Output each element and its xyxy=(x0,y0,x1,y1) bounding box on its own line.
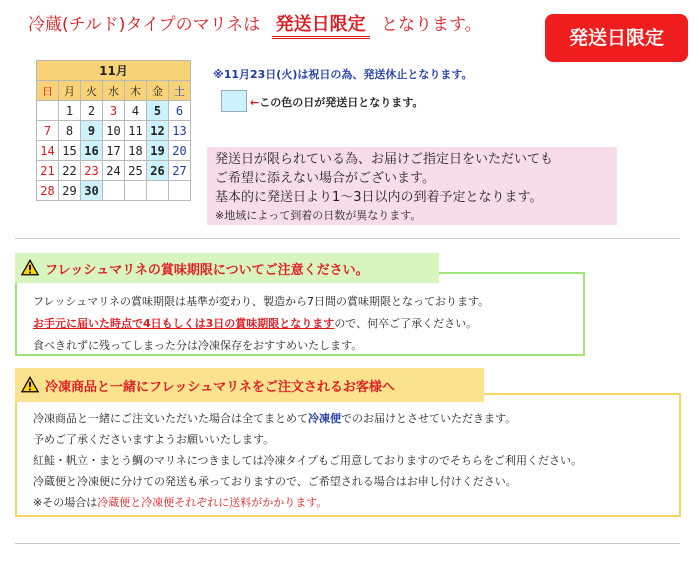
warning-icon xyxy=(21,376,39,393)
calendar-shipping-day: 12 xyxy=(147,121,169,141)
header-line xyxy=(28,10,482,39)
calendar-day: 29 xyxy=(59,181,81,201)
delivery-notice-box xyxy=(207,147,617,225)
frozen-order-title: 冷凍商品と一緒にフレッシュマリネをご注文されるお客様へ xyxy=(45,380,395,395)
calendar-day: 10 xyxy=(103,121,125,141)
warning-icon xyxy=(21,259,39,276)
calendar-week xyxy=(37,161,191,181)
delivery-notice-note: ※地域によって到着の日数が異なります。 xyxy=(215,209,422,222)
calendar-empty-cell xyxy=(125,181,147,201)
calendar-week xyxy=(37,121,191,141)
calendar-day: 1 xyxy=(59,101,81,121)
calendar-day: 8 xyxy=(59,121,81,141)
calendar-shipping-day: 30 xyxy=(81,181,103,201)
freshness-warning: お手元に届いた時点で4日もしくは3日の賞味期限となります xyxy=(33,317,335,330)
calendar-day: 25 xyxy=(125,161,147,181)
delivery-notice-line: ご希望に添えない場合がございます。 xyxy=(215,171,435,186)
delivery-notice-line: 基本的に発送日より1～3日以内の到着予定となります。 xyxy=(215,190,543,205)
calendar-weekday: 金 xyxy=(147,81,169,101)
calendar-day: 11 xyxy=(125,121,147,141)
freshness-section xyxy=(15,272,585,356)
calendar-day: 22 xyxy=(59,161,81,181)
freshness-line xyxy=(33,315,477,331)
shipping-limited-badge: 発送日限定 xyxy=(545,14,688,62)
holiday-notice: ※11月23日(火)は祝日の為、発送休止となります。 xyxy=(213,68,473,81)
left-arrow-icon: ← xyxy=(250,96,260,109)
calendar xyxy=(36,60,191,201)
calendar-shipping-day: 5 xyxy=(147,101,169,121)
frozen-line-text: でのお届けとさせていただきます。 xyxy=(341,412,517,425)
freshness-title: フレッシュマリネの賞味期限についてご注意ください。 xyxy=(45,263,369,278)
calendar-empty-cell xyxy=(169,181,191,201)
calendar-day: 21 xyxy=(37,161,59,181)
calendar-shipping-day: 26 xyxy=(147,161,169,181)
calendar-weekday: 木 xyxy=(125,81,147,101)
freshness-heading xyxy=(15,253,439,283)
divider xyxy=(15,543,680,544)
header-post: となります。 xyxy=(381,15,482,35)
calendar-day: 23 xyxy=(81,161,103,181)
freshness-line: フレッシュマリネの賞味期限は基準が変わり、製造から7日間の賞味期限となっております。 xyxy=(33,295,490,308)
calendar-day: 3 xyxy=(103,101,125,121)
calendar-week xyxy=(37,181,191,201)
frozen-line-text: ※その場合は xyxy=(33,496,98,509)
calendar-empty-cell xyxy=(37,101,59,121)
calendar-day: 13 xyxy=(169,121,191,141)
calendar-day: 4 xyxy=(125,101,147,121)
calendar-empty-cell xyxy=(103,181,125,201)
frozen-shipping-term: 冷凍便 xyxy=(308,412,341,425)
calendar-title: 11月 xyxy=(37,61,191,81)
calendar-shipping-day: 19 xyxy=(147,141,169,161)
calendar-day: 15 xyxy=(59,141,81,161)
legend-text: この色の日が発送日となります。 xyxy=(259,96,424,109)
calendar-week xyxy=(37,101,191,121)
freshness-line: 食べきれずに残ってしまった分は冷凍保存をおすすめいたします。 xyxy=(33,339,363,352)
calendar-day: 17 xyxy=(103,141,125,161)
calendar-day: 2 xyxy=(81,101,103,121)
delivery-notice-line: 発送日が限られている為、お届けご指定日をいただいても xyxy=(215,152,554,167)
shipping-fee-note: 冷蔵便と冷凍便それぞれに送料がかかります。 xyxy=(97,496,328,509)
calendar-day: 24 xyxy=(103,161,125,181)
frozen-line xyxy=(33,410,516,426)
calendar-day: 27 xyxy=(169,161,191,181)
calendar-shipping-day: 16 xyxy=(81,141,103,161)
calendar-weekday: 火 xyxy=(81,81,103,101)
calendar-weekday: 月 xyxy=(59,81,81,101)
frozen-line: 予めご了承くださいますようお願いいたします。 xyxy=(33,433,275,446)
frozen-order-section xyxy=(15,393,681,517)
frozen-line: 冷蔵便と冷凍便に分けての発送も承っておりますので、ご希望される場合はお申し付けください。 xyxy=(33,475,517,488)
header-pre: 冷蔵(チルド)タイプのマリネは xyxy=(28,15,261,35)
frozen-order-heading xyxy=(15,368,484,402)
calendar-day: 20 xyxy=(169,141,191,161)
legend xyxy=(250,94,423,110)
calendar-weekday: 日 xyxy=(37,81,59,101)
calendar-shipping-day: 9 xyxy=(81,121,103,141)
frozen-line-text: 冷凍商品と一緒にご注文いただいた場合は全てまとめて xyxy=(33,412,308,425)
calendar-week xyxy=(37,141,191,161)
calendar-day: 7 xyxy=(37,121,59,141)
calendar-empty-cell xyxy=(147,181,169,201)
frozen-line: 紅鮭・帆立・まとう鯛のマリネにつきましては冷凍タイプもご用意しておりますのでそちらをご利用ください。 xyxy=(33,454,583,467)
calendar-weekdays xyxy=(37,81,191,101)
calendar-day: 6 xyxy=(169,101,191,121)
calendar-day: 28 xyxy=(37,181,59,201)
calendar-weekday: 水 xyxy=(103,81,125,101)
calendar-day: 18 xyxy=(125,141,147,161)
calendar-weekday: 土 xyxy=(169,81,191,101)
header-highlight: 発送日限定 xyxy=(272,10,370,39)
calendar-day: 14 xyxy=(37,141,59,161)
divider xyxy=(15,238,680,239)
freshness-line-rest: ので、何卒ご了承ください。 xyxy=(334,317,478,330)
frozen-line xyxy=(33,494,327,510)
legend-swatch xyxy=(221,90,247,112)
